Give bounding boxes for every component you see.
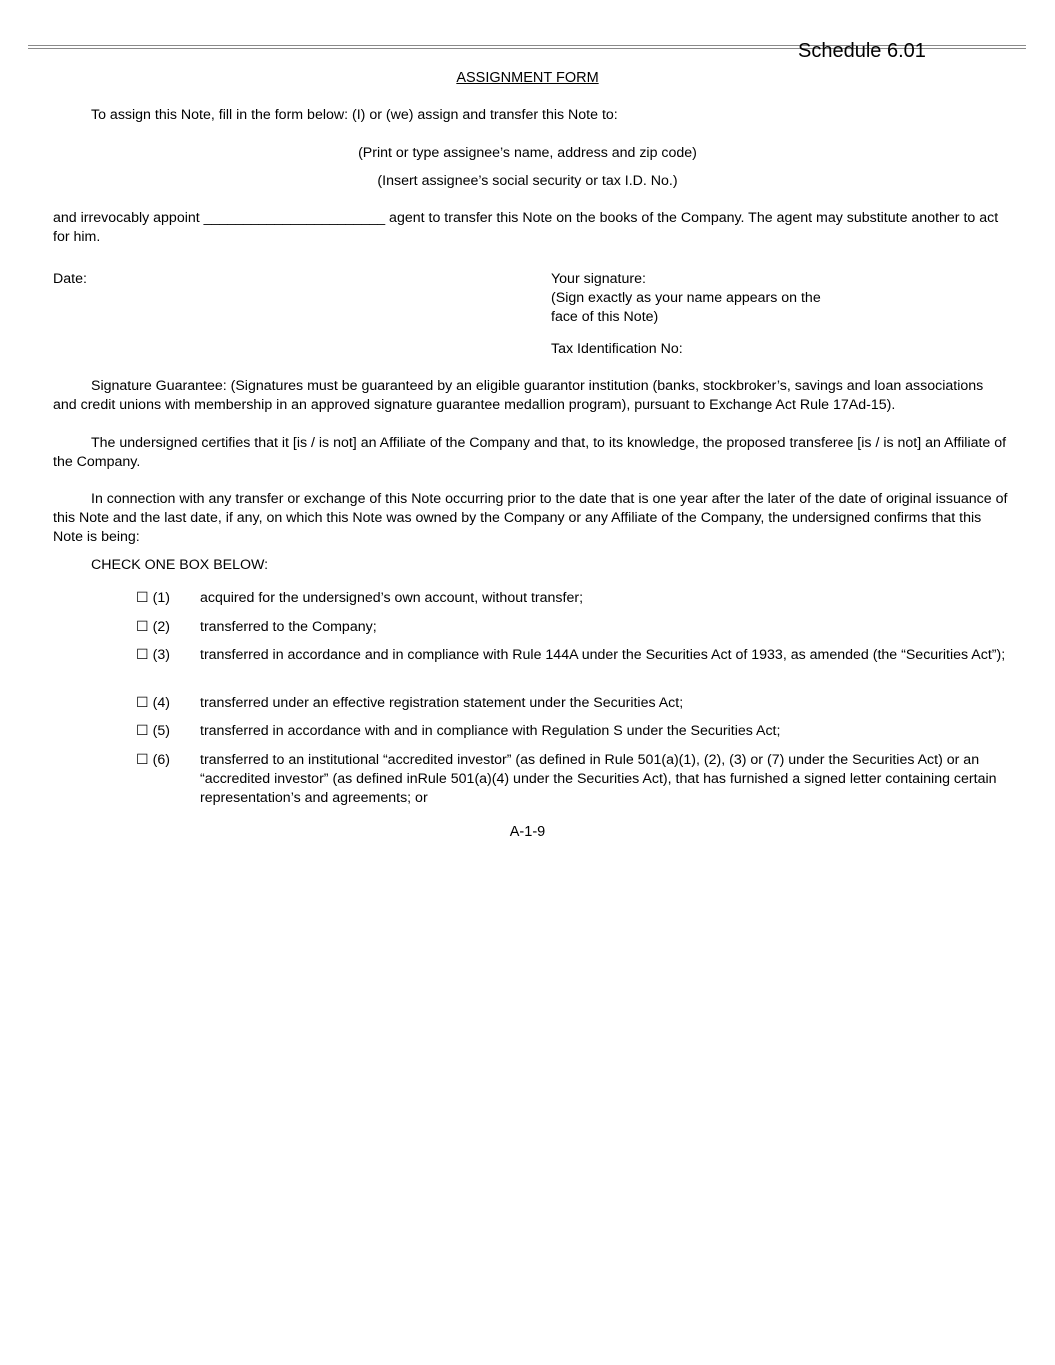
checkbox-1[interactable]: ☐ (1) <box>136 590 171 606</box>
check-option-5-text: transferred in accordance with and in compliance with Regulation S under the Securities Act; <box>200 723 781 739</box>
intro-text: To assign this Note, fill in the form below: (I) or (we) assign and transfer this Note to: <box>91 107 618 123</box>
tax-id-label: Tax Identification No: <box>551 341 683 357</box>
transfer-connection-text: In connection with any transfer or exchange of this Note occurring prior to the date that is one year after the later of the date of original issuance of this Note and the last date, if any, on which this Note was owned by the Company or any Affiliate of the Company, the undersigned confirms that this Note is being: <box>53 491 1008 545</box>
check-option-4-text: transferred under an effective registration statement under the Securities Act; <box>200 695 684 711</box>
check-one-box-heading: CHECK ONE BOX BELOW: <box>91 557 269 573</box>
appoint-agent-text: and irrevocably appoint _______________________ agent to transfer this Note on the books of the Company. The agent may substitute another to act for him. <box>53 210 999 245</box>
check-option-4 <box>136 694 1006 713</box>
date-label: Date: <box>53 271 87 287</box>
checkbox-3[interactable]: ☐ (3) <box>136 647 171 663</box>
check-option-2-text: transferred to the Company; <box>200 619 377 635</box>
sign-instruction: (Sign exactly as your name appears on the face of this Note) <box>551 290 821 325</box>
check-option-3 <box>136 646 1006 665</box>
print-name-instruction: (Print or type assignee’s name, address and zip code) <box>358 145 697 161</box>
check-option-1-text: acquired for the undersigned’s own account, without transfer; <box>200 590 584 606</box>
check-option-5 <box>136 722 1006 741</box>
check-option-2 <box>136 618 1006 637</box>
insert-ssn-instruction: (Insert assignee’s social security or tax I.D. No.) <box>377 173 678 189</box>
page-number: A-1-9 <box>509 824 546 840</box>
affiliate-certification-text: The undersigned certifies that it [is / is not] an Affiliate of the Company and that, to its knowledge, the proposed transferee [is / is not] an Affiliate of the Company. <box>53 435 1007 470</box>
check-option-6-text: transferred to an institutional “accredited investor” (as defined in Rule 501(a)(1), (2), (3) or (7) under the Securities Act) or an “accredited investor” (as defined inRule 501(a)(4) under the Securities Act), that has furnished a signed letter containing certain representation’s and agreements; or <box>200 752 997 806</box>
checkbox-2[interactable]: ☐ (2) <box>136 619 171 635</box>
signature-guarantee-text: Signature Guarantee: (Signatures must be guaranteed by an eligible guarantor institution (banks, stockbroker’s, savings and loan associations and credit unions with membership in an approved signature guarantee medallion program), pursuant to Exchange Act Rule 17Ad-15). <box>53 378 984 413</box>
check-option-3-text: transferred in accordance and in compliance with Rule 144A under the Securities Act of 1933, as amended (the “Securities Act”); <box>200 647 1006 663</box>
check-option-6 <box>136 751 1006 808</box>
schedule-label: Schedule 6.01 <box>798 40 926 62</box>
checkbox-5[interactable]: ☐ (5) <box>136 723 171 739</box>
check-option-1 <box>136 589 1006 608</box>
checkbox-6[interactable]: ☐ (6) <box>136 752 171 768</box>
form-title: ASSIGNMENT FORM <box>456 70 599 86</box>
your-signature-label: Your signature: <box>551 271 646 287</box>
checkbox-4[interactable]: ☐ (4) <box>136 695 171 711</box>
